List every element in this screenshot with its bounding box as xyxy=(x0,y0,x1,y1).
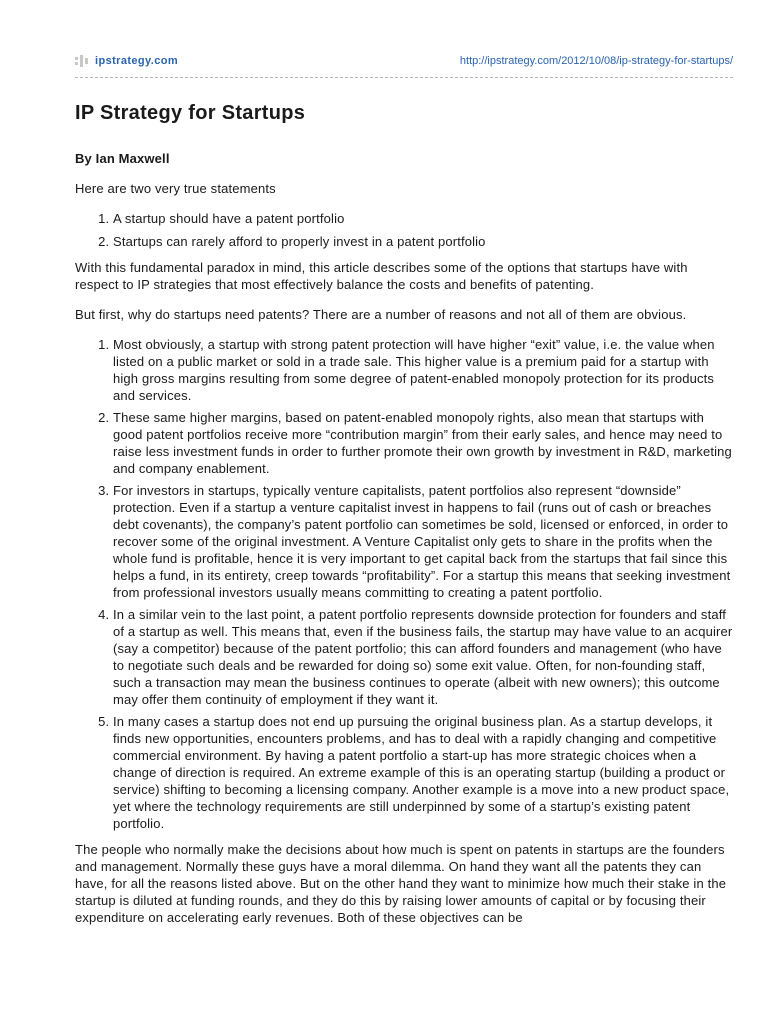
header-divider xyxy=(75,77,733,78)
statements-list xyxy=(75,210,733,250)
list-item: 1. Most obviously, a startup with strong patent protection will have higher “exit” value, i.e. the value when listed on a public market or sold in a trade sale. This higher value is a premium paid for a startup with high gross margins resulting from some degree of patent-enabled monopoly protection for its products and services. xyxy=(113,336,733,404)
page-url[interactable]: http://ipstrategy.com/2012/10/08/ip-strategy-for-startups/ xyxy=(459,55,733,67)
page-header xyxy=(75,55,733,71)
list-item: 2. Startups can rarely afford to properly invest in a patent portfolio xyxy=(113,233,733,250)
list-item: 5. In many cases a startup does not end up pursuing the original business plan. As a startup develops, it finds new opportunities, encounters problems, and has to deal with a rapidly changing and competitive commercial environment. By having a patent portfolio a start-up has more strategic choices when a change of direction is required. An extreme example of this is an operating startup (building a product or service) shifting to becoming a licensing company. Another example is a move into a new product space, yet where the technology requirements are still underpinned by some of a startup’s existing patent portfolio. xyxy=(113,713,733,832)
article-body xyxy=(75,100,733,939)
paragraph: But first, why do startups need patents? There are a number of reasons and not all of them are obvious. xyxy=(75,307,687,322)
article-byline: By Ian Maxwell xyxy=(75,151,170,166)
list-item: 3. For investors in startups, typically venture capitalists, patent portfolios also represent “downside” protection. Even if a startup a venture capitalist invest in happens to fail (runs out of cash or breaches debt covenants), the company’s patent portfolio can sometimes be sold, licensed or enforced, in order to recover some of the original investment. A Venture Capitalist only gets to share in the profits when the whole fund is profitable, hence it is very important to get capital back from the startups that fail since this helps a fund, in its entirety, creep towards “profitability”. For a startup this means that seeking investment from professional investors usually means committing to creating a patent portfolio. xyxy=(113,482,733,601)
paragraph: The people who normally make the decisions about how much is spent on patents in startups are the founders and management. Normally these guys have a moral dilemma. On hand they want all the patents they can have, for all the reasons listed above. But on the other hand they want to minimize how much their stake in the startup is diluted at funding rounds, and they do this by raising lower amounts of capital or by focusing their expenditure on accelerating early revenues. Both of these objectives can be xyxy=(75,842,727,925)
site-favicon-icon xyxy=(75,55,89,67)
article-title: IP Strategy for Startups xyxy=(75,102,306,124)
paragraph: With this fundamental paradox in mind, this article describes some of the options that startups have with respect to IP strategies that most effectively balance the costs and benefits of patenting. xyxy=(75,260,688,292)
list-item: 2. These same higher margins, based on patent-enabled monopoly rights, also mean that startups with good patent portfolios receive more “contribution margin” from their early sales, and hence may need to raise less investment funds in order to further promote their own growth by investment in R&D, marketing and company enablement. xyxy=(113,409,733,477)
site-name[interactable]: ipstrategy.com xyxy=(95,55,179,67)
list-item: 4. In a similar vein to the last point, a patent portfolio represents downside protection for founders and staff of a startup as well. This means that, even if the business fails, the startup may have value to an acquirer (say a competitor) because of the patent portfolio; this can afford founders and management (who have to negotiate such deals and be rewarded for doing so) some exit value. Often, for non-founding staff, such a transaction may mean the business continues to operate (albeit with new owners); this outcome may offer them continuity of employment if they want it. xyxy=(113,606,733,708)
intro-paragraph: Here are two very true statements xyxy=(75,181,276,196)
site-brand xyxy=(75,55,178,67)
list-item: 1. A startup should have a patent portfolio xyxy=(113,210,733,227)
reasons-list xyxy=(75,336,733,832)
